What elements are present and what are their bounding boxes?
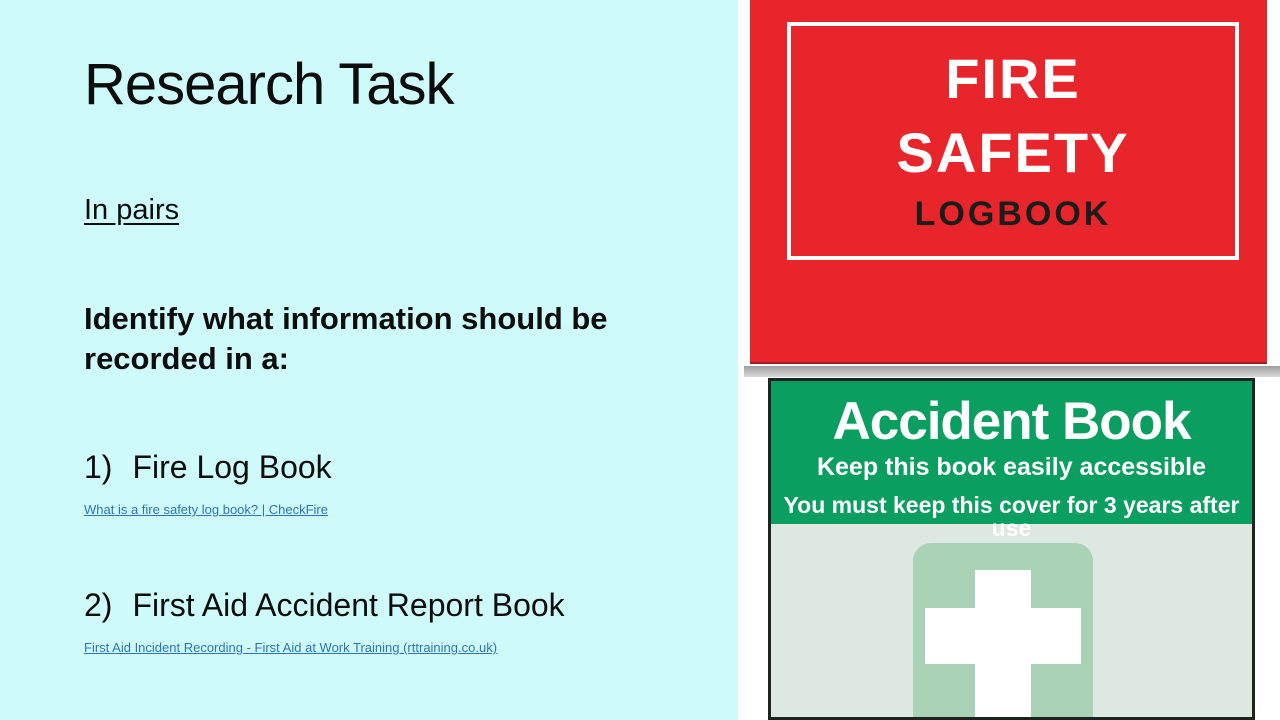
pair-note-text: In pairs <box>84 194 180 226</box>
accident-book-subtitle: Keep this book easily accessible <box>816 453 1207 481</box>
fire-sign-inner-frame <box>787 22 1239 260</box>
hyperlink-first-aid-recording[interactable]: First Aid Incident Recording - First Aid at Work Training (rttraining.co.uk) <box>84 640 498 655</box>
accident-book-image <box>768 378 1255 720</box>
list-item-label: Fire Log Book <box>132 449 332 485</box>
slide-title: Research Task <box>84 52 454 117</box>
instruction-text: Identify what information should be recorded in a: <box>84 301 608 376</box>
first-aid-cross-icon <box>913 543 1093 720</box>
list-item-number: 2) <box>84 587 113 623</box>
fire-sign-line-logbook: LOGBOOK <box>914 195 1112 233</box>
hyperlink-fire-logbook[interactable]: What is a fire safety log book? | CheckFire <box>84 502 328 517</box>
accident-book-title: Accident Book <box>832 392 1191 451</box>
list-item-label: First Aid Accident Report Book <box>132 587 565 623</box>
list-item-fire-log-book <box>84 449 332 486</box>
fire-image-drop-shadow <box>744 366 1280 377</box>
list-item-accident-report-book <box>84 587 565 624</box>
accident-book-header <box>771 381 1252 541</box>
list-item-number: 1) <box>84 449 113 485</box>
fire-sign-line-safety: SAFETY <box>896 121 1130 184</box>
fire-sign-line-fire: FIRE <box>945 47 1081 110</box>
fire-safety-logbook-image <box>750 0 1267 364</box>
accident-book-note: You must keep this cover for 3 years after use <box>783 492 1240 541</box>
